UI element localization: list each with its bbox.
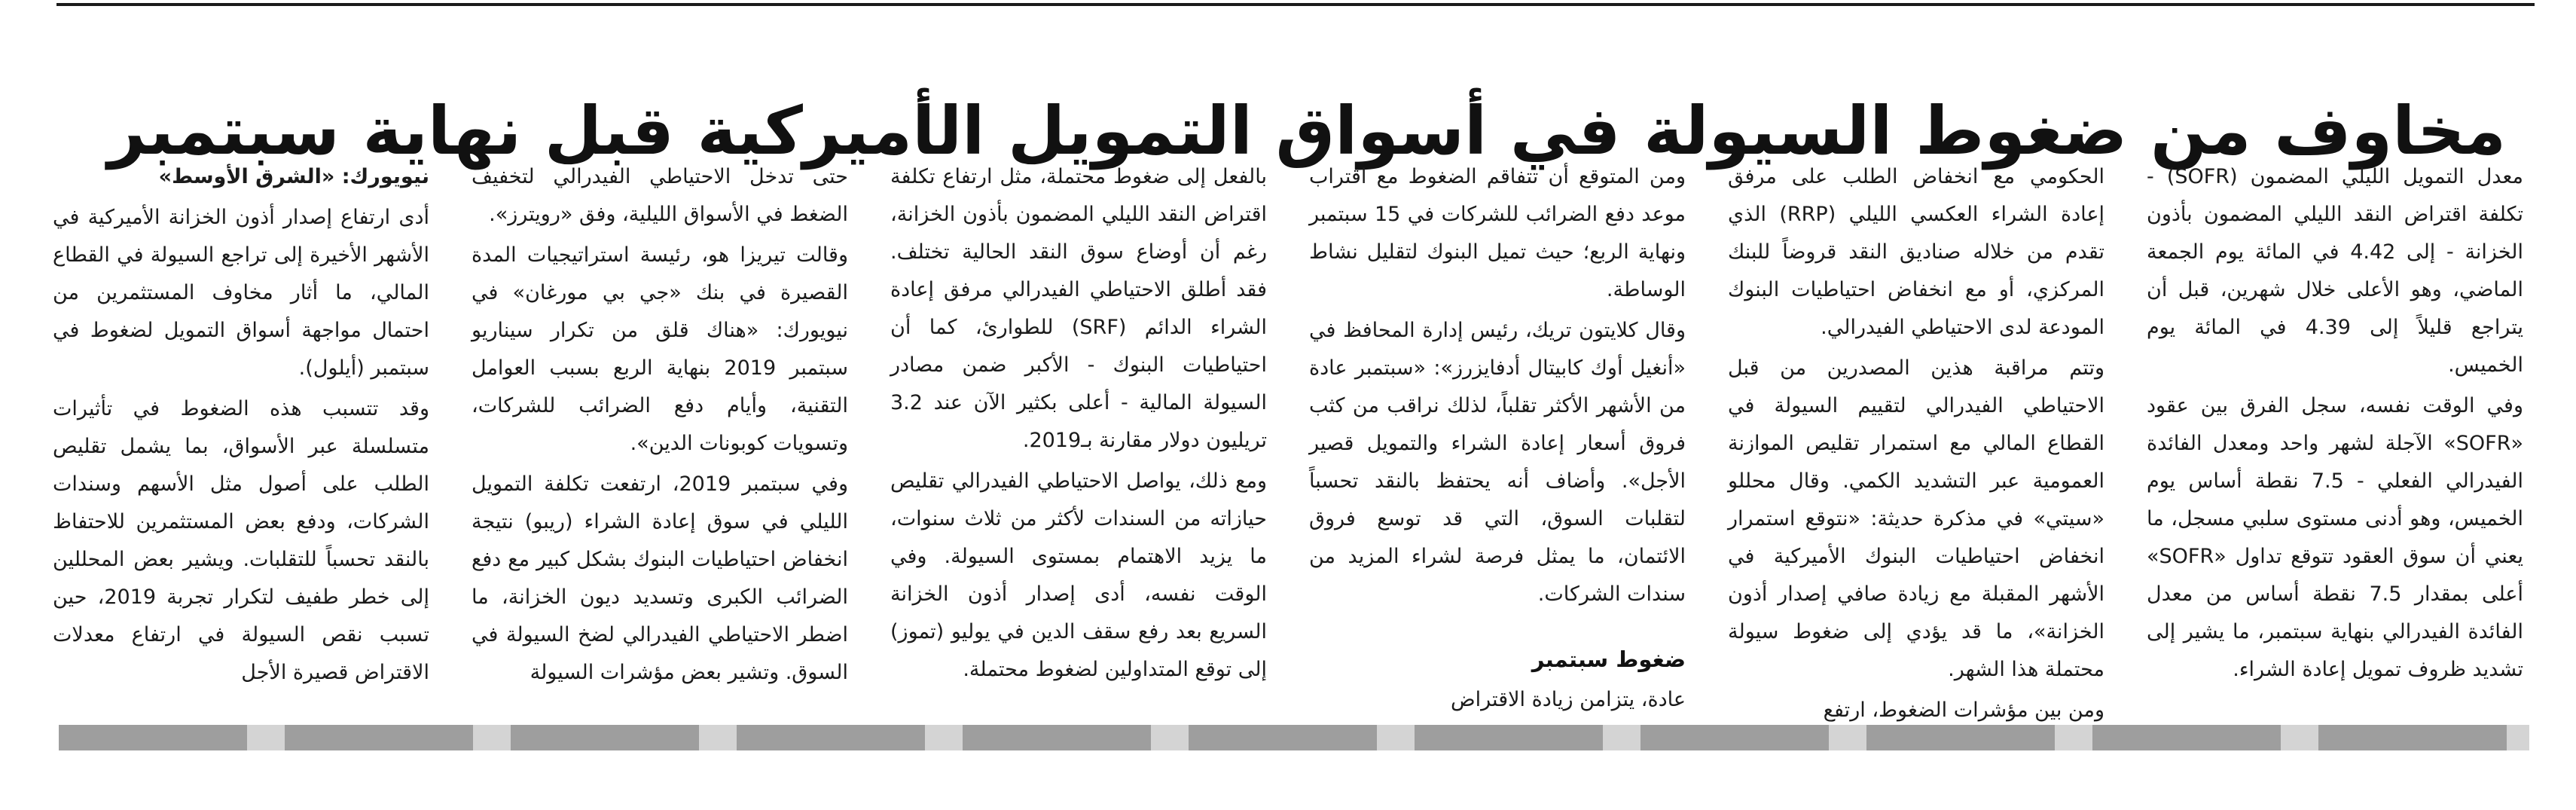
headline: مخاوف من ضغوط السيولة في أسواق التمويل الأميركية قبل نهاية سبتمبر: [107, 91, 2507, 170]
dateline: نيويورك: «الشرق الأوسط»: [158, 165, 429, 188]
column-6: [2147, 158, 2523, 708]
paragraph: وقالت تيريزا هو، رئيسة استراتيجيات المدة القصيرة في بنك «جي بي مورغان» في نيويورك: «هناك قلق من تكرار سيناريو سبتمبر 2019 بنهاية الربع بسبب العوامل التقنية، وأيام دفع الضرائب للشركات، وتسويات كوبونات الدين».: [472, 243, 848, 455]
paragraph: ومع ذلك، يواصل الاحتياطي الفيدرالي تقليص حيازاته من السندات لأكثر من ثلاث سنوات، ما يزيد الاهتمام بمستوى السيولة. وفي الوقت نفسه، أدى إصدار أذون الخزانة السريع بعد رفع سقف الدين في يوليو (تموز) إلى توقع المتداولين لضغوط محتملة.: [890, 469, 1267, 681]
paragraph: حتى تدخل الاحتياطي الفيدرالي لتخفيف الضغط في الأسواق الليلية، وفق «رويترز».: [472, 165, 848, 226]
subheading: ضغوط سبتمبر: [1531, 646, 1686, 672]
article-body: [53, 158, 2524, 722]
bottom-decorative-bar: [59, 725, 2529, 750]
paragraph: وفي سبتمبر 2019، ارتفعت تكلفة التمويل الليلي في سوق إعادة الشراء (ريبو) نتيجة انخفاض احتياطيات البنوك بشكل كبير مع دفع الضرائب الكبرى وتسديد ديون الخزانة، ما اضطر الاحتياطي الفيدرالي لضخ السيولة في السوق. وتشير بعض مؤشرات السيولة: [472, 472, 848, 684]
paragraph: ومن بين مؤشرات الضغوط، ارتفع: [1823, 698, 2104, 722]
paragraph: وقد تتسبب هذه الضغوط في تأثيرات متسلسلة عبر الأسواق، بما يشمل تقليص الطلب على أصول مثل الأسهم وسندات الشركات، ودفع بعض المستثمرين للاحتفاظ بالنقد تحسباً للتقلبات. ويشير بعض المحللين إلى خطر طفيف لتكرار تجربة 2019، حين تسبب نقص السيولة في ارتفاع معدلات الاقتراض قصيرة الأجل: [53, 397, 429, 684]
paragraph: الحكومي مع انخفاض الطلب على مرفق إعادة الشراء العكسي الليلي (RRP) الذي تقدم من خلاله صناديق النقد قروضاً للبنك المركزي، أو مع انخفاض احتياطيات البنوك المودعة لدى الاحتياطي الفيدرالي.: [1728, 165, 2104, 339]
top-rule: [56, 3, 2535, 6]
column-2: [472, 158, 848, 708]
paragraph: أدى ارتفاع إصدار أذون الخزانة الأميركية في الأشهر الأخيرة إلى تراجع السيولة في القطاع المالي، ما أثار مخاوف المستثمرين من احتمال مواجهة أسواق التمويل لضغوط في سبتمبر (أيلول).: [53, 206, 429, 380]
paragraph: بالفعل إلى ضغوط محتملة، مثل ارتفاع تكلفة اقتراض النقد الليلي المضمون بأذون الخزانة، رغم أن أوضاع سوق النقد الحالية تختلف. فقد أطلق الاحتياطي الفيدرالي مرفق إعادة الشراء الدائم (SRF) للطوارئ، كما أن احتياطيات البنوك - الأكبر ضمن مصادر السيولة المالية - أعلى بكثير الآن عند 3.2 تريليون دولار مقارنة بـ2019.: [890, 165, 1267, 452]
column-3: [890, 158, 1267, 708]
paragraph: عادة، يتزامن زيادة الاقتراض: [1451, 688, 1686, 711]
paragraph: ومن المتوقع أن تتفاقم الضغوط مع اقتراب موعد دفع الضرائب للشركات في 15 سبتمبر ونهاية الربع؛ حيث تميل البنوك لتقليل نشاط الوساطة.: [1309, 165, 1686, 301]
paragraph: معدل التمويل الليلي المضمون (SOFR) - تكلفة اقتراض النقد الليلي المضمون بأذون الخزانة - إلى 4.42 في المائة يوم الجمعة الماضي، وهو الأعلى خلال شهرين، قبل أن يتراجع قليلاً إلى 4.39 في المائة يوم الخميس.: [2147, 165, 2524, 377]
paragraph: وتتم مراقبة هذين المصدرين من قبل الاحتياطي الفيدرالي لتقييم السيولة في القطاع المالي مع استمرار تقليص الموازنة العمومية عبر التشديد الكمي. وقال محللو «سيتي» في مذكرة حديثة: «نتوقع استمرار انخفاض احتياطيات البنوك الأميركية في الأشهر المقبلة مع زيادة صافي إصدار أذون الخزانة»، ما قد يؤدي إلى ضغوط سيولة محتملة هذا الشهر.: [1728, 356, 2104, 681]
paragraph: وفي الوقت نفسه، سجل الفرق بين عقود «SOFR» الآجلة لشهر واحد ومعدل الفائدة الفيدرالي الفعلي - 7.5 نقطة أساس يوم الخميس، وهو أدنى مستوى سلبي مسجل، ما يعني أن سوق العقود تتوقع تداول «SOFR» أعلى بمقدار 7.5 نقطة أساس من معدل الفائدة الفيدرالي بنهاية سبتمبر، ما يشير إلى تشديد ظروف تمويل إعادة الشراء.: [2147, 394, 2524, 681]
dateline-paragraph: [53, 158, 429, 196]
paragraph: وقال كلايتون تريك، رئيس إدارة المحافظ في «أنغيل أوك كابيتال أدفايزرز»: «سبتمبر عادة من الأشهر الأكثر تقلباً، لذلك نراقب من كثب فروق أسعار إعادة الشراء والتمويل قصير الأجل». وأضاف أنه يحتفظ بالنقد تحسباً لتقلبات السوق، التي قد توسع فروق الائتمان، ما يمثل فرصة لشراء المزيد من سندات الشركات.: [1309, 319, 1686, 606]
column-4: [1309, 158, 1686, 711]
column-1: [53, 158, 429, 708]
column-5: [1728, 158, 2104, 722]
